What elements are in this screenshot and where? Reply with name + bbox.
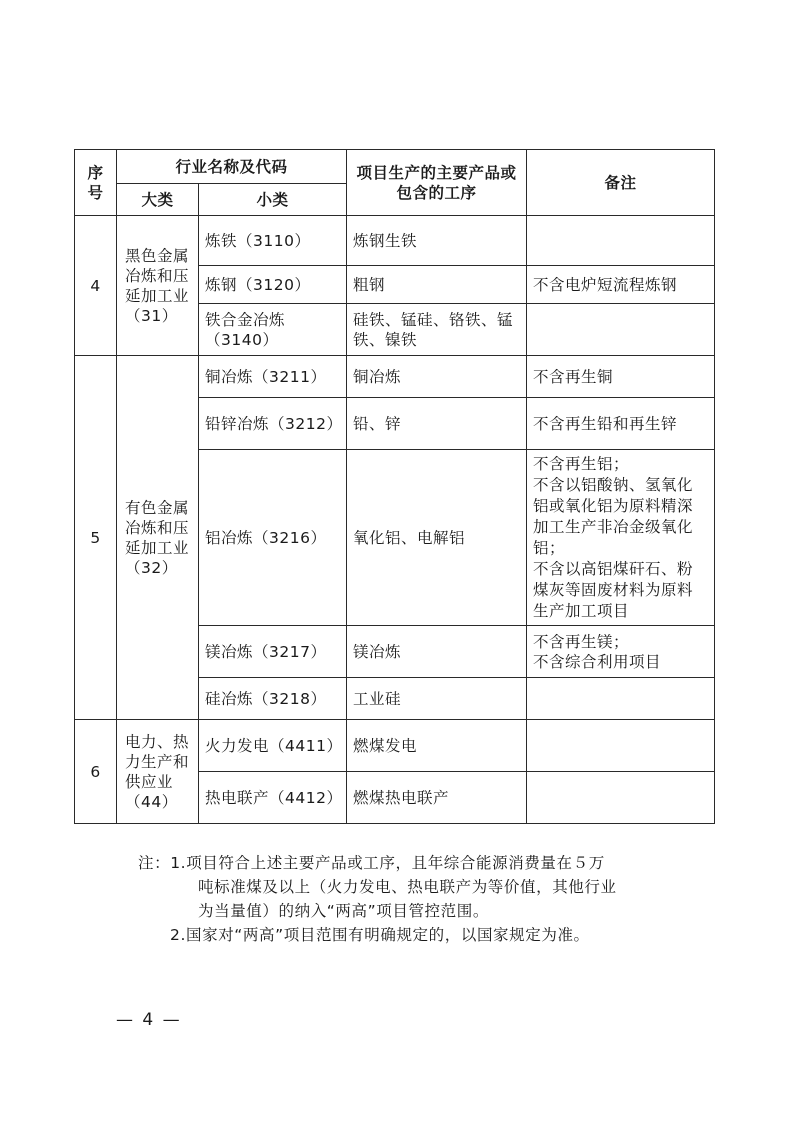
product-cell: 粗钢 — [347, 266, 527, 304]
minor-cell: 热电联产（4412） — [199, 772, 347, 824]
table-row — [75, 720, 715, 772]
table-row — [75, 216, 715, 266]
product-cell: 工业硅 — [347, 678, 527, 720]
product-cell: 镁冶炼 — [347, 626, 527, 678]
minor-cell: 硅冶炼（3218） — [199, 678, 347, 720]
note-1-line-2: 吨标准煤及以上（火力发电、热电联产为等价值，其他行业 — [198, 878, 617, 896]
minor-cell: 火力发电（4411） — [199, 720, 347, 772]
product-cell: 铅、锌 — [347, 398, 527, 450]
remark-cell — [527, 720, 715, 772]
remark-cell: 不含再生镁； 不含综合利用项目 — [527, 626, 715, 678]
header-product: 项目生产的主要产品或包含的工序 — [347, 150, 527, 216]
header-minor: 小类 — [199, 184, 347, 216]
note-1-line-1: 注：1.项目符合上述主要产品或工序，且年综合能源消费量在５万 — [138, 854, 605, 872]
footnotes — [138, 851, 698, 947]
remark-cell — [527, 772, 715, 824]
minor-cell: 炼钢（3120） — [199, 266, 347, 304]
minor-cell: 铁合金冶炼（3140） — [199, 304, 347, 356]
header-major: 大类 — [117, 184, 199, 216]
minor-cell: 铅锌冶炼（3212） — [199, 398, 347, 450]
table-row — [75, 356, 715, 398]
remark-cell — [527, 216, 715, 266]
remark-cell: 不含再生铝； 不含以铝酸钠、氢氧化铝或氧化铝为原料精深加工生产非冶金级氧化铝； 不含以高铝煤矸石、粉煤灰等固废材料为原料生产加工项目 — [527, 450, 715, 626]
minor-cell: 炼铁（3110） — [199, 216, 347, 266]
seq-cell: 5 — [75, 356, 117, 720]
category-cell: 有色金属冶炼和压延加工业（32） — [117, 356, 199, 720]
note-1-line-3: 为当量值）的纳入“两高”项目管控范围。 — [198, 902, 489, 920]
minor-cell: 镁冶炼（3217） — [199, 626, 347, 678]
page-number: — 4 — — [116, 1010, 182, 1030]
product-cell: 燃煤发电 — [347, 720, 527, 772]
header-industry-group: 行业名称及代码 — [117, 150, 347, 184]
remark-cell: 不含再生铅和再生锌 — [527, 398, 715, 450]
header-seq: 序号 — [75, 150, 117, 216]
product-cell: 炼钢生铁 — [347, 216, 527, 266]
note-2: 2.国家对“两高”项目范围有明确规定的，以国家规定为准。 — [170, 926, 590, 944]
product-cell: 燃煤热电联产 — [347, 772, 527, 824]
category-cell: 黑色金属冶炼和压延加工业（31） — [117, 216, 199, 356]
product-cell: 铜冶炼 — [347, 356, 527, 398]
industry-table — [74, 149, 715, 824]
remark-cell — [527, 678, 715, 720]
seq-cell: 6 — [75, 720, 117, 824]
category-cell: 电力、热力生产和供应业（44） — [117, 720, 199, 824]
minor-cell: 铜冶炼（3211） — [199, 356, 347, 398]
remark-cell: 不含电炉短流程炼钢 — [527, 266, 715, 304]
header-remark: 备注 — [527, 150, 715, 216]
remark-cell — [527, 304, 715, 356]
product-cell: 氧化铝、电解铝 — [347, 450, 527, 626]
remark-cell: 不含再生铜 — [527, 356, 715, 398]
product-cell: 硅铁、锰硅、铬铁、锰铁、镍铁 — [347, 304, 527, 356]
minor-cell: 铝冶炼（3216） — [199, 450, 347, 626]
seq-cell: 4 — [75, 216, 117, 356]
